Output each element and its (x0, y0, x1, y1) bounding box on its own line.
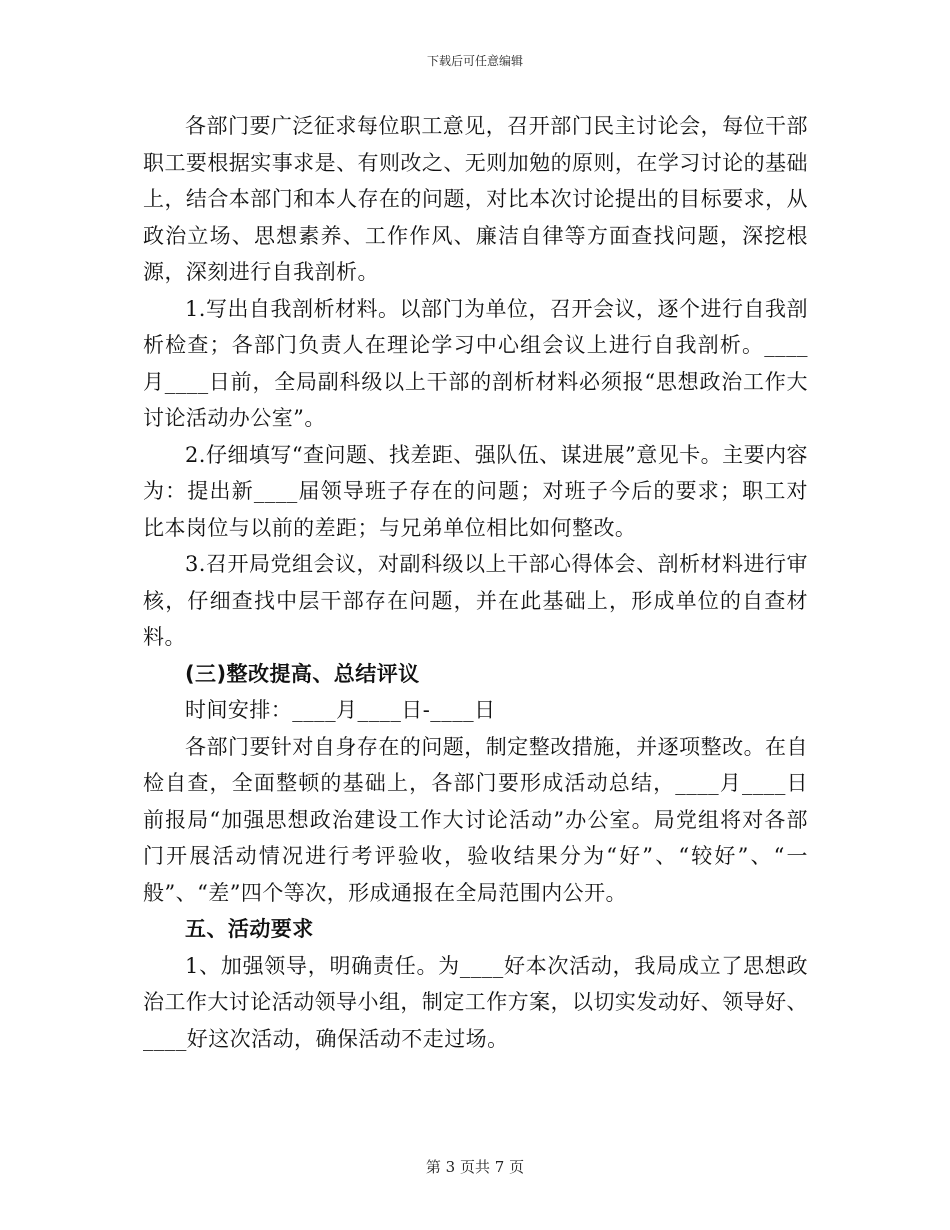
paragraph-requirement-1: 1、加强领导，明确责任。为____好本次活动，我局成立了思想政治工作大讨论活动领导小组，制定工作方案，以切实发动好、领导好、____好这次活动，确保活动不走过场。 (143, 953, 808, 1051)
section-heading-requirements: 五、活动要求 (185, 917, 314, 941)
paragraph: 各部门要针对自身存在的问题，制定整改措施，并逐项整改。在自检自查，全面整顿的基础上，各部门要形成活动总结，____月____日前报局“加强思想政治建设工作大讨论活动”办公室。局党组将对各部门开展活动情况进行考评验收，验收结果分为“好”、“较好”、“一般”、“差”四个等次，形成通报在全局范围内公开。 (143, 734, 808, 905)
document-body (143, 108, 808, 1057)
paragraph: 各部门要广泛征求每位职工意见，召开部门民主讨论会，每位干部职工要根据实事求是、有则改之、无则加勉的原则，在学习讨论的基础上，结合本部门和本人存在的问题，对比本次讨论提出的目标要求，从政治立场、思想素养、工作作风、廉洁自律等方面查找问题，深挖根源，深刻进行自我剖析。 (143, 114, 808, 284)
paragraph-item-3: 3.召开局党组会议，对副科级以上干部心得体会、剖析材料进行审核，仔细查找中层干部存在问题，并在此基础上，形成单位的自查材料。 (143, 552, 808, 649)
page-number: 第 3 页共 7 页 (425, 1158, 525, 1176)
section-heading-rectification: (三)整改提高、总结评议 (185, 661, 420, 686)
paragraph-item-2: 2.仔细填写“查问题、找差距、强队伍、谋进展”意见卡。主要内容为：提出新____届领导班子存在的问题；对班子今后的要求；职工对比本岗位与以前的差距；与兄弟单位相比如何整改。 (143, 442, 808, 540)
page-header: 下载后可任意编辑 (426, 54, 523, 68)
paragraph-item-1: 1.写出自我剖析材料。以部门为单位，召开会议，逐个进行自我剖析检查；各部门负责人在理论学习中心组会议上进行自我剖析。____月____日前，全局副科级以上干部的剖析材料必须报“思想政治工作大讨论活动办公室”。 (143, 296, 808, 430)
schedule-line: 时间安排：____月____日-____日 (185, 698, 496, 722)
